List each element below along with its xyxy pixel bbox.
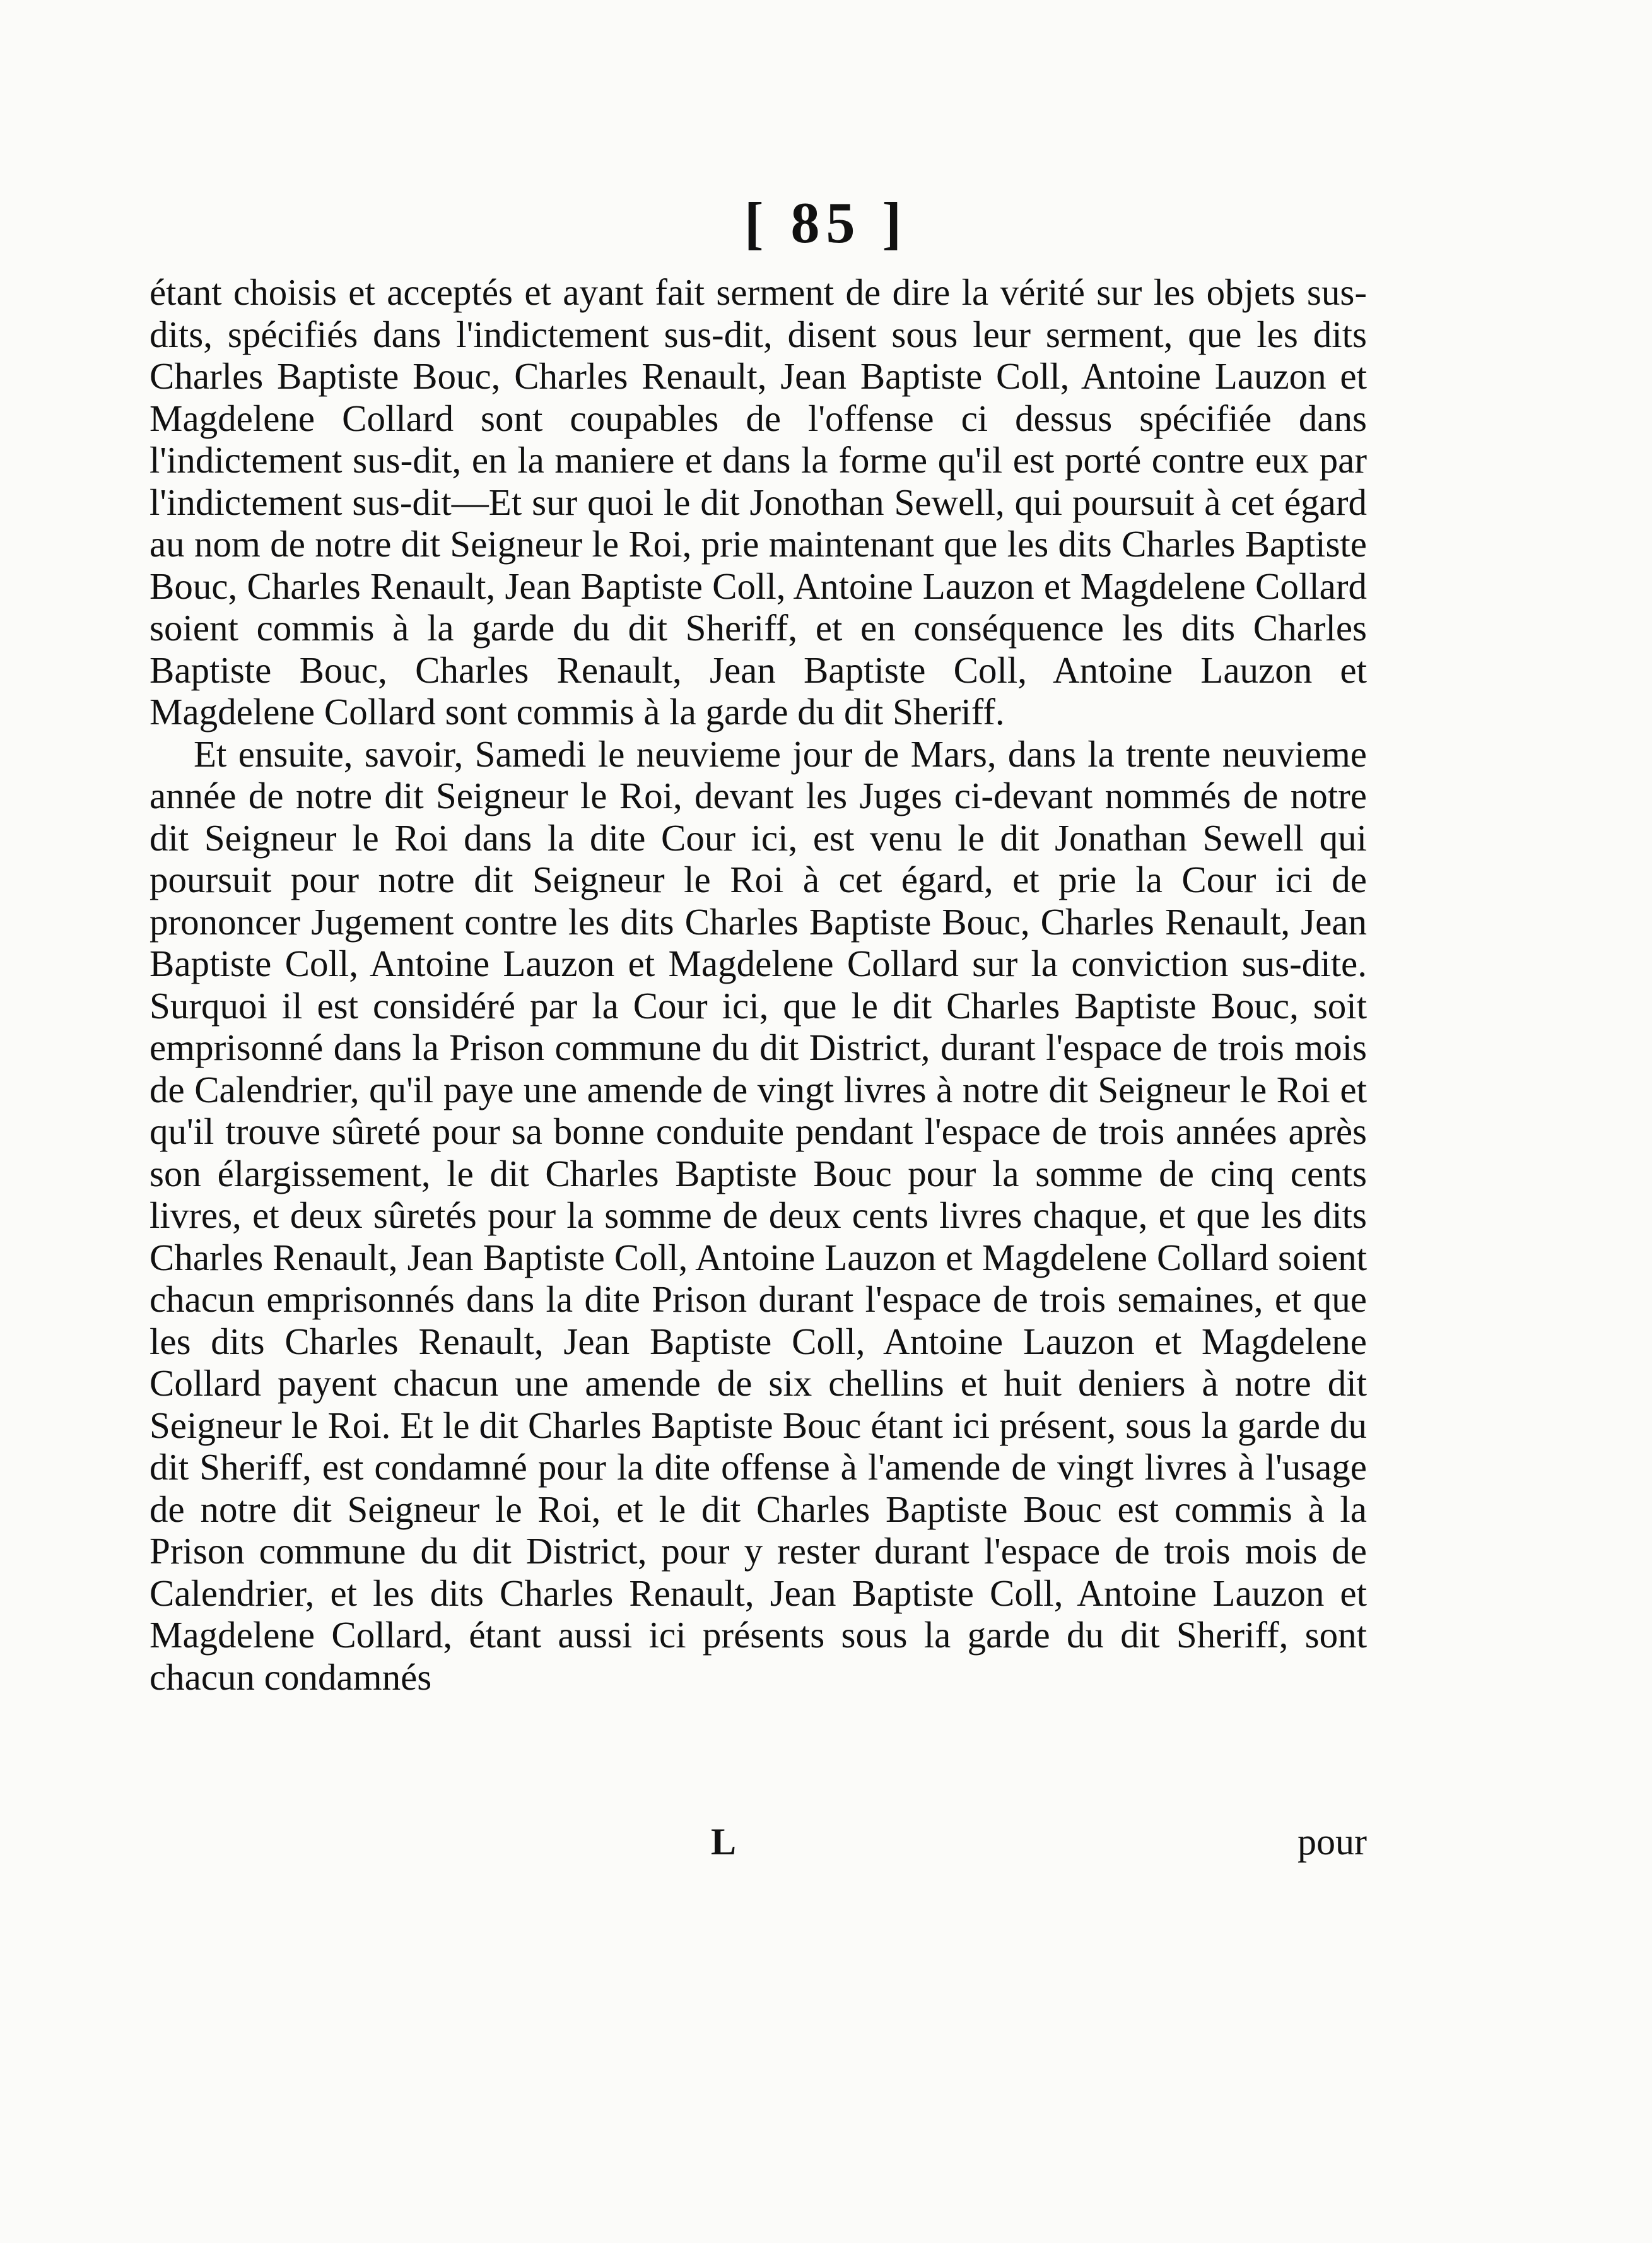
signature-mark: L — [711, 1821, 737, 1863]
catchword: pour — [1298, 1821, 1367, 1863]
body-text — [149, 271, 1367, 1698]
page-footer — [149, 1820, 1367, 1871]
page-number-header: [ 85 ] — [744, 191, 908, 255]
paragraph-2: Et ensuite, savoir, Samedi le neuvieme jour de Mars, dans la trente neuvieme année de notre dit Seigneur le Roi, devant les Juges ci-devant nommés de notre dit Seigneur le Roi dans la dite Cour ici, est venu le dit Jonathan Sewell qui poursuit pour notre dit Seigneur le Roi à cet égard, et prie la Cour ici de prononcer Jugement contre les dits Charles Baptiste Bouc, Charles Renault, Jean Baptiste Coll, Antoine Lauzon et Magdelene Collard sur la conviction sus-dite. Surquoi il est considéré par la Cour ici, que le dit Charles Baptiste Bouc, soit emprisonné dans la Prison commune du dit District, durant l'espace de trois mois de Calendrier, qu'il paye une amende de vingt livres à notre dit Seigneur le Roi et qu'il trouve sûreté pour sa bonne conduite pendant l'espace de trois années après son élargissement, le dit Charles Baptiste Bouc pour la somme de cinq cents livres, et deux sûretés pour la somme de deux cents livres chaque, et que les dits Charles Renault, Jean Baptiste Coll, Antoine Lauzon et Magdelene Collard soient chacun emprisonnés dans la dite Prison durant l'espace de trois semaines, et que les dits Charles Renault, Jean Baptiste Coll, Antoine Lauzon et Magdelene Collard payent chacun une amende de six chellins et huit deniers à notre dit Seigneur le Roi. Et le dit Charles Baptiste Bouc étant ici présent, sous la garde du dit Sheriff, est condamné pour la dite offense à l'amende de vingt livres à l'usage de notre dit Seigneur le Roi, et le dit Charles Baptiste Bouc est commis à la Prison commune du dit District, pour y rester durant l'espace de trois mois de Calendrier, et les dits Charles Renault, Jean Baptiste Coll, Antoine Lauzon et Magdelene Collard, étant aussi ici présents sous la garde du dit Sheriff, sont chacun condamnés — [149, 733, 1367, 1698]
paragraph-1: étant choisis et acceptés et ayant fait serment de dire la vérité sur les objets sus-dits, spécifiés dans l'indictement sus-dit, disent sous leur serment, que les dits Charles Baptiste Bouc, Charles Renault, Jean Baptiste Coll, Antoine Lauzon et Magdelene Collard sont coupables de l'offense ci dessus spécifiée dans l'indictement sus-dit, en la maniere et dans la forme qu'il est porté contre eux par l'indictement sus-dit—Et sur quoi le dit Jonothan Sewell, qui poursuit à cet égard au nom de notre dit Seigneur le Roi, prie maintenant que les dits Charles Baptiste Bouc, Charles Renault, Jean Baptiste Coll, Antoine Lauzon et Magdelene Collard soient commis à la garde du dit Sheriff, et en conséquence les dits Charles Baptiste Bouc, Charles Renault, Jean Baptiste Coll, Antoine Lauzon et Magdelene Collard sont commis à la garde du dit Sheriff. — [149, 271, 1367, 733]
